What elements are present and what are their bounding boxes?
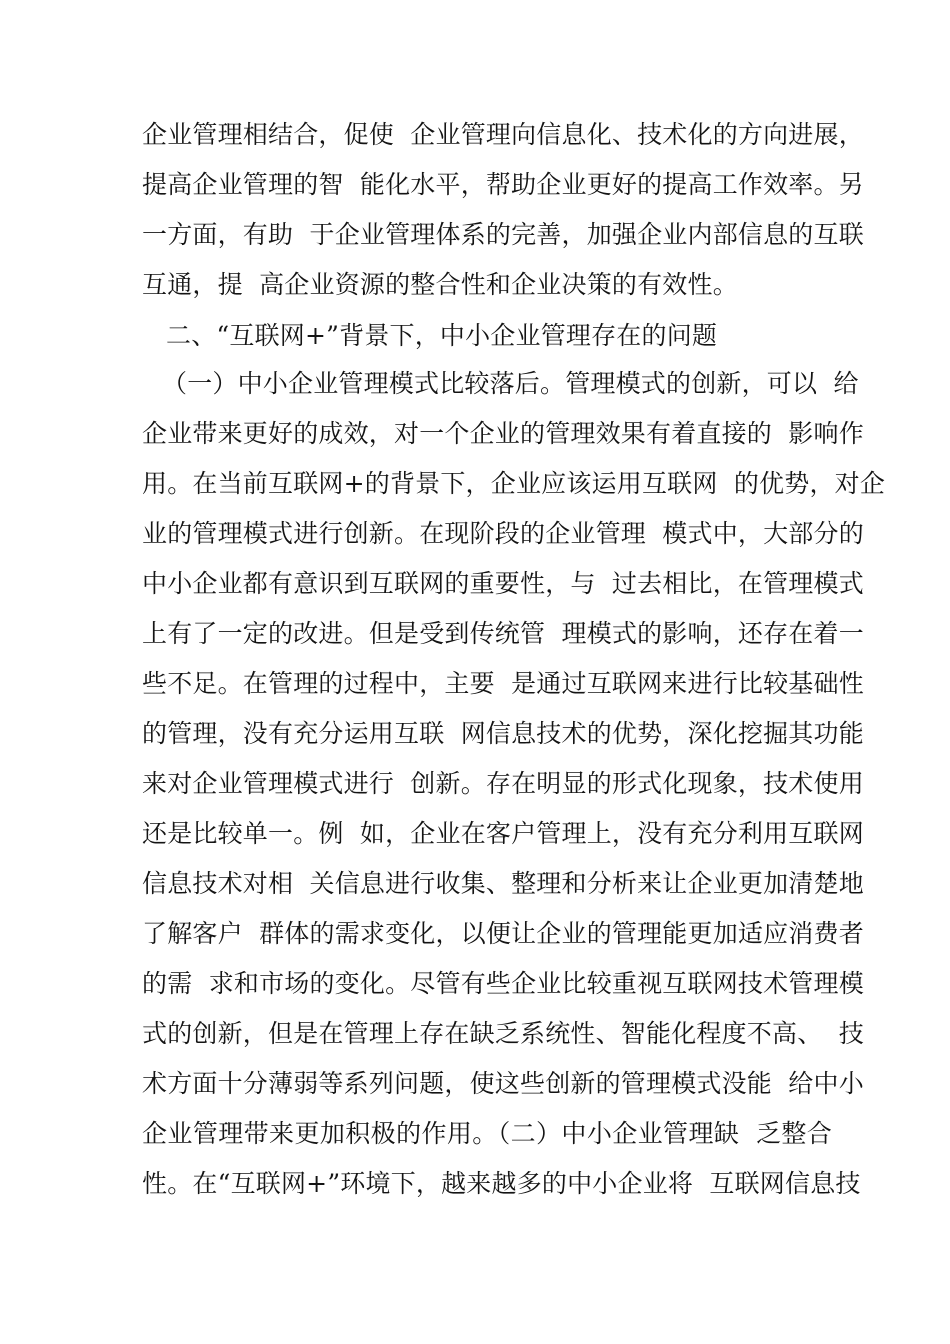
subsection-heading-line: （一）中小企业管理模式比较落后。管理模式的创新，可以 给 xyxy=(162,369,859,398)
paragraph-line: 式的创新，但是在管理上存在缺乏系统性、智能化程度不高、 技 xyxy=(142,1019,864,1048)
paragraph-line: 的管理，没有充分运用互联 网信息技术的优势，深化挖掘其功能 xyxy=(142,719,864,748)
paragraph-line: 互通，提 高企业资源的整合性和企业决策的有效性。 xyxy=(142,270,738,299)
paragraph-line: 中小企业都有意识到互联网的重要性，与 过去相比，在管理模式 xyxy=(142,569,864,598)
paragraph-line: 企业管理相结合，促使 企业管理向信息化、技术化的方向进展， xyxy=(142,120,864,149)
paragraph-line: 一方面，有助 于企业管理体系的完善，加强企业内部信息的互联 xyxy=(142,220,864,249)
paragraph-line: 企业带来更好的成效，对一个企业的管理效果有着直接的 影响作 xyxy=(142,419,864,448)
paragraph-line: 的需 求和市场的变化。尽管有些企业比较重视互联网技术管理模 xyxy=(142,969,864,998)
paragraph-line: 了解客户 群体的需求变化，以便让企业的管理能更加适应消费者 xyxy=(142,919,864,948)
paragraph-line: 还是比较单一。例 如，企业在客户管理上，没有充分利用互联网 xyxy=(142,819,864,848)
paragraph-line: 性。在“互联网+”环境下，越来越多的中小企业将 互联网信息技 xyxy=(142,1169,861,1198)
paragraph-line: 信息技术对相 关信息进行收集、整理和分析来让企业更加清楚地 xyxy=(142,869,864,898)
paragraph-line: 上有了一定的改进。但是受到传统管 理模式的影响，还存在着一 xyxy=(142,619,864,648)
paragraph-line: 些不足。在管理的过程中，主要 是通过互联网来进行比较基础性 xyxy=(142,669,864,698)
paragraph-line: 来对企业管理模式进行 创新。存在明显的形式化现象，技术使用 xyxy=(142,769,864,798)
paragraph-line: 用。在当前互联网+的背景下，企业应该运用互联网 的优势，对企 xyxy=(142,469,886,498)
section-heading: 二、“互联网+”背景下，中小企业管理存在的问题 xyxy=(166,321,718,350)
paragraph-line: 业的管理模式进行创新。在现阶段的企业管理 模式中，大部分的 xyxy=(142,519,864,548)
paragraph-line: 企业管理带来更加积极的作用。（二）中小企业管理缺 乏整合 xyxy=(142,1119,832,1148)
paragraph-line: 术方面十分薄弱等系列问题，使这些创新的管理模式没能 给中小 xyxy=(142,1069,864,1098)
paragraph-line: 提高企业管理的智 能化水平，帮助企业更好的提高工作效率。另 xyxy=(142,170,864,199)
